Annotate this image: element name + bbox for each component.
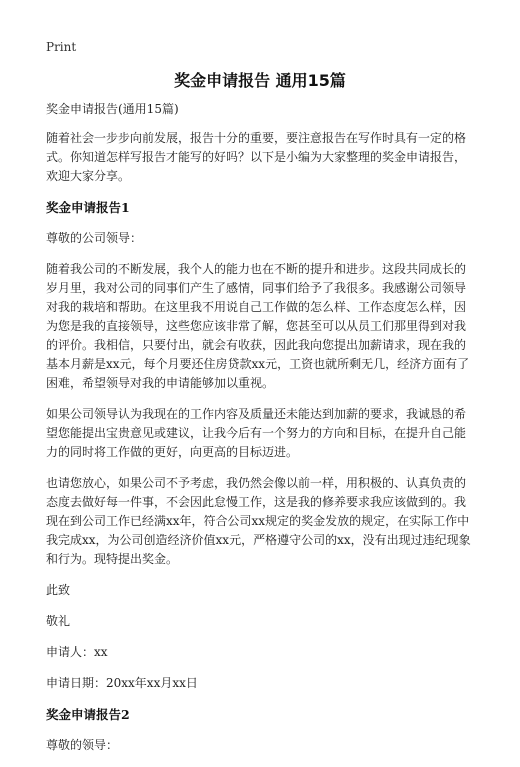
report1-salutation: 尊敬的公司领导： — [46, 231, 143, 245]
document-subtitle: 奖金申请报告(通用15篇) — [46, 102, 179, 116]
report2-salutation: 尊敬的领导： — [46, 738, 119, 752]
report1-paragraph-2: 如果公司领导认为我现在的工作内容及质量还未能达到加薪的要求，我诚恳的希望您能提出宝贵意见或建议，让我今后有一个努力的方向和目标，在提升自己能力的同时将工作做的更好，向更高的目标迈进。 — [46, 407, 467, 459]
report1-closing-1: 此致 — [46, 583, 71, 597]
document-title: 奖金申请报告 通用15篇 — [174, 71, 346, 90]
intro-paragraph: 随着社会一步步向前发展，报告十分的重要，要注意报告在写作时具有一定的格式。你知道怎样写报告才能写的好吗？以下是小编为大家整理的奖金申请报告，欢迎大家分享。 — [46, 131, 467, 183]
document-body — [46, 100, 474, 767]
report1-paragraph-1: 随着我公司的不断发展，我个人的能力也在不断的提升和进步。这段共同成长的岁月里，我对公司的同事们产生了感情，同事们给予了我很多。我感谢公司领导对我的栽培和帮助。在这里我不用说自己工作做的怎么样、工作态度怎么样，因为您是我的直接领导，这些您应该非常了解，您甚至可以从员工们那里得到对我的评价。我相信，只要付出，就会有收获，因此我向您提出加薪请求，现在我的基本月薪是xx元，每个月要还住房贷款xx元，工资也就所剩无几，经济方面有了困难，希望领导对我的申请能够加以重视。 — [46, 262, 470, 390]
report1-applicant: 申请人：xx — [46, 645, 108, 659]
report1-heading: 奖金申请报告1 — [46, 200, 130, 215]
report1-paragraph-3: 也请您放心，如果公司不予考虑，我仍然会像以前一样，用积极的、认真负责的态度去做好每一件事，不会因此怠慢工作，这是我的修养要求我应该做到的。我现在到公司工作已经满xx年，符合公司xx规定的奖金发放的规定，在实际工作中我完成xx，为公司创造经济价值xx元，严格遵守公司的xx，没有出现过违纪现象和行为。现特提出奖金。 — [46, 476, 471, 566]
report1-date: 申请日期：20xx年xx月xx日 — [46, 676, 198, 690]
print-label: Print — [46, 40, 77, 54]
report1-closing-2: 敬礼 — [46, 614, 71, 628]
report2-heading: 奖金申请报告2 — [46, 707, 130, 722]
